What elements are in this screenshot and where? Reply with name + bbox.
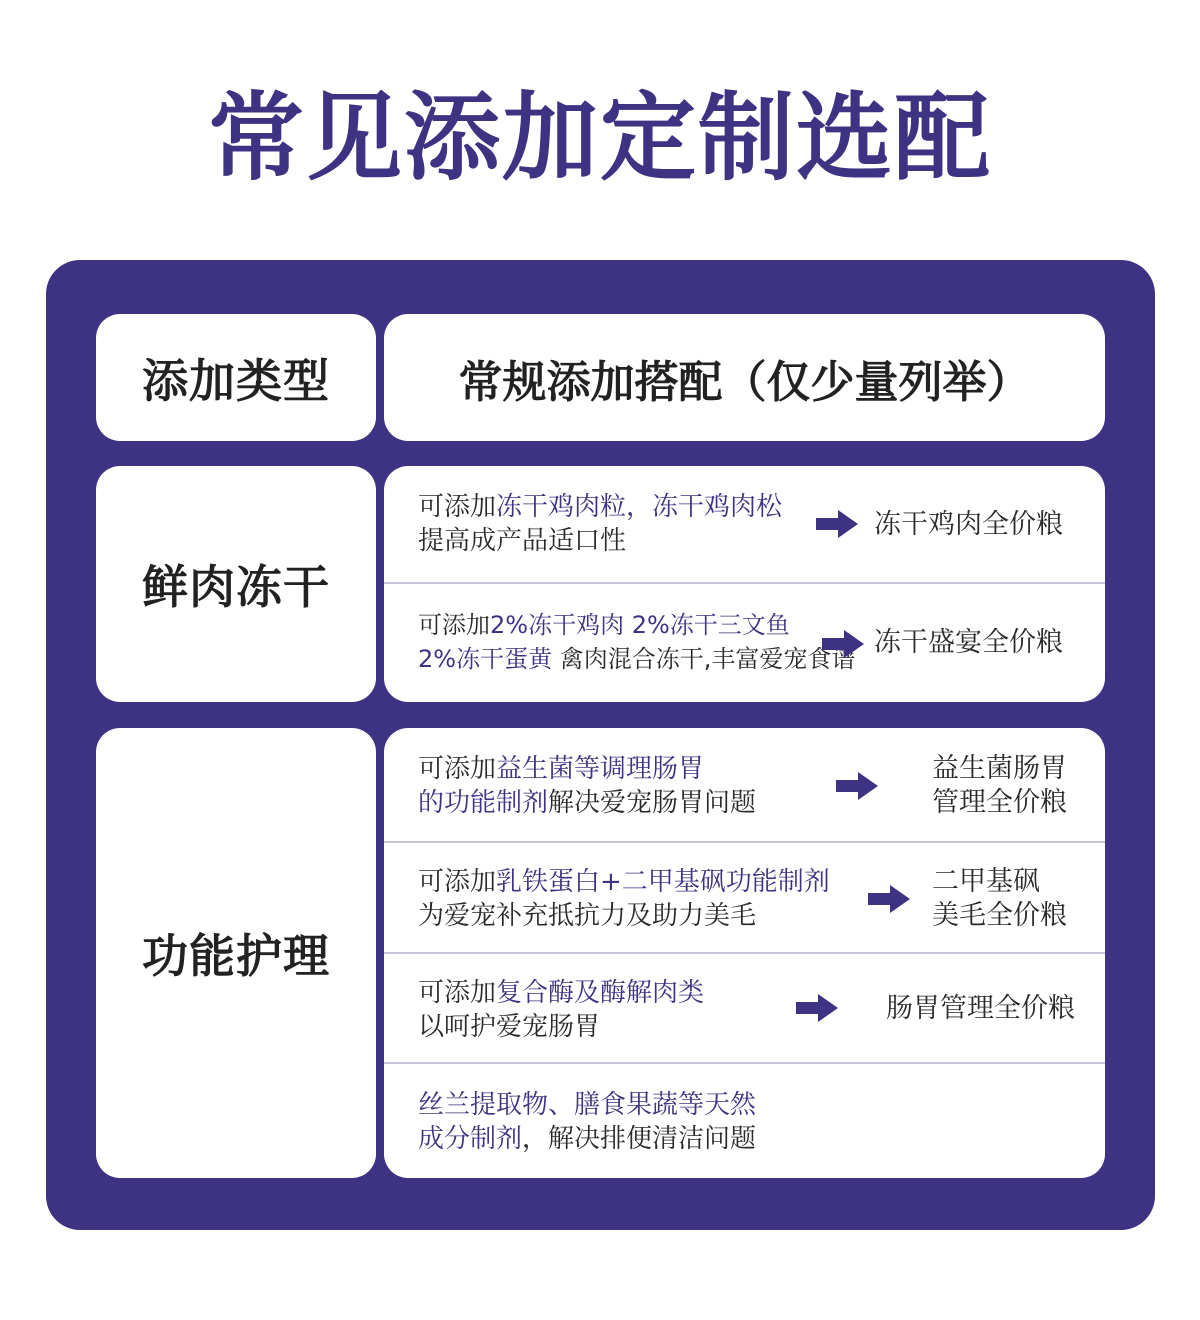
result-label: 冻干鸡肉全价粮	[874, 509, 1063, 540]
highlight-text: 乳铁蛋白+二甲基砜功能制剂	[496, 867, 830, 897]
combo-row	[384, 954, 1105, 1064]
combo-card-functional-care	[384, 728, 1105, 1178]
combo-description: 可添加冻干鸡肉粒，冻干鸡肉松 提高成产品适口性	[418, 492, 783, 556]
combo-row	[384, 466, 1105, 584]
right-arrow-icon	[836, 772, 878, 800]
highlight-text: 益生菌等调理肠胃	[496, 754, 705, 784]
highlight-text: 复合酶及酶解肉类	[496, 978, 705, 1008]
combo-row	[384, 843, 1105, 954]
highlight-text: 2%冻干鸡肉 2%冻干三文鱼	[490, 611, 790, 639]
type-cell-functional-care	[96, 728, 376, 1178]
combo-row	[384, 728, 1105, 843]
highlight-text: 冻干鸡肉粒，冻干鸡肉松	[496, 492, 783, 522]
result-label: 肠胃管理全价粮	[886, 993, 1075, 1024]
header-type-label: 添加类型	[142, 353, 330, 408]
header-combo-cell	[384, 314, 1105, 441]
right-arrow-icon	[822, 630, 864, 658]
right-arrow-icon	[796, 994, 838, 1022]
right-arrow-icon	[868, 885, 910, 913]
right-arrow-icon	[816, 510, 858, 538]
combo-card-freeze-dried	[384, 466, 1105, 702]
options-panel	[46, 260, 1155, 1230]
combo-description: 可添加复合酶及酶解肉类 以呵护爱宠肠胃	[418, 978, 705, 1042]
header-type-cell	[96, 314, 376, 441]
combo-description: 可添加2%冻干鸡肉 2%冻干三文鱼 2%冻干蛋黄 禽肉混合冻干,丰富爱宠食谱	[418, 611, 856, 673]
result-label: 二甲基砜 美毛全价粮	[932, 866, 1067, 931]
combo-description: 丝兰提取物、膳食果蔬等天然 成分制剂，解决排便清洁问题	[418, 1090, 757, 1154]
type-label: 功能护理	[142, 929, 330, 983]
combo-row	[384, 584, 1105, 702]
result-label: 冻干盛宴全价粮	[874, 627, 1063, 658]
type-label: 鲜肉冻干	[142, 560, 330, 614]
combo-description: 可添加乳铁蛋白+二甲基砜功能制剂 为爱宠补充抵抗力及助力美毛	[418, 867, 830, 931]
combo-row	[384, 1064, 1105, 1178]
result-label: 益生菌肠胃 管理全价粮	[932, 753, 1067, 818]
page-title: 常见添加定制选配	[208, 82, 992, 194]
combo-description: 可添加益生菌等调理肠胃 的功能制剂解决爱宠肠胃问题	[418, 754, 757, 818]
type-cell-freeze-dried	[96, 466, 376, 702]
header-combo-label: 常规添加搭配（仅少量列举）	[458, 356, 1031, 408]
highlight-text: 丝兰提取物、膳食果蔬等天然	[418, 1090, 757, 1120]
